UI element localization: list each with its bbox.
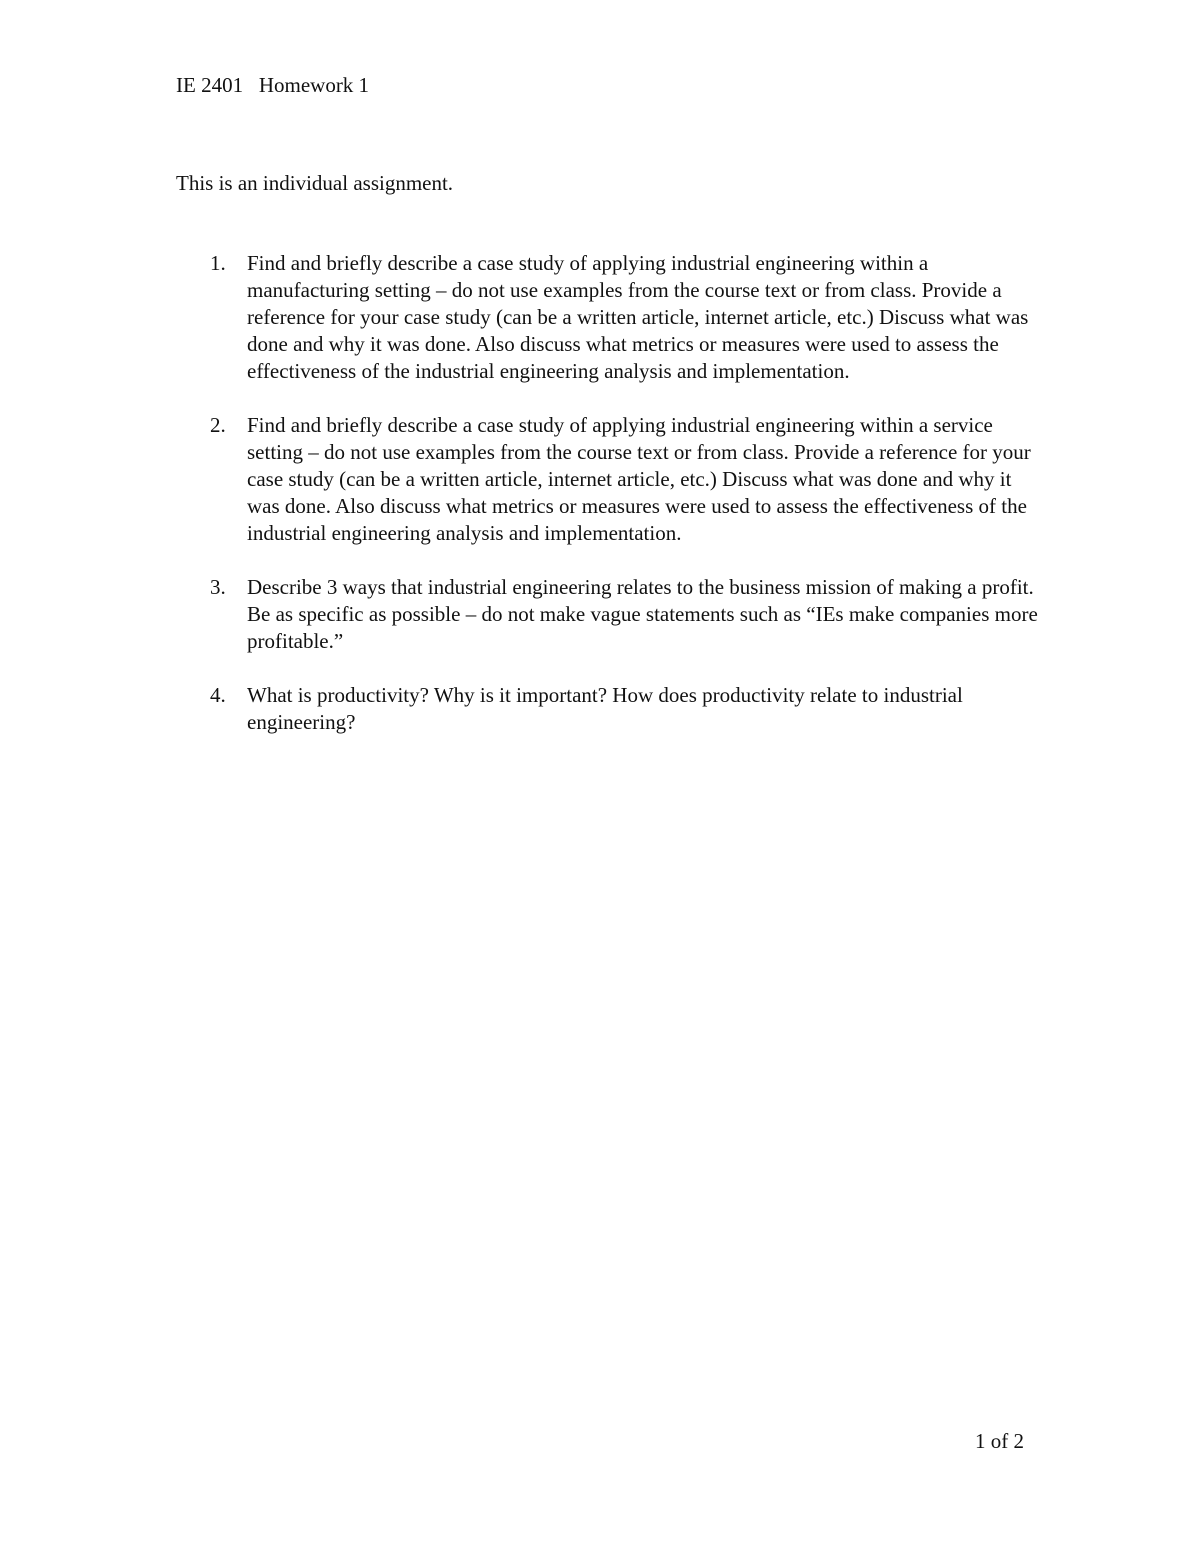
document-title: Homework 1 <box>258 73 370 97</box>
question-text: Find and briefly describe a case study of applying industrial engineering within a manufacturing setting – do not use examples from the course text or from class. Provide a reference for your case study (can be a written article, internet article, etc.) Discuss what was done and why it was done. Also discuss what metrics or measures were used to assess the effectiveness of the industrial engineering analysis and implementation. <box>247 251 1029 383</box>
question-item <box>210 250 1040 385</box>
course-code: IE 2401 <box>176 73 244 97</box>
question-text: Find and briefly describe a case study of applying industrial engineering within a service setting – do not use examples from the course text or from class. Provide a reference for your case study (can be a written article, internet article, etc.) Discuss what was done and why it was done. Also discuss what metrics or measures were used to assess the effectiveness of the industrial engineering analysis and implementation. <box>247 413 1031 545</box>
page-header <box>176 72 369 99</box>
intro-text: This is an individual assignment. <box>176 171 454 195</box>
question-list <box>210 250 1040 763</box>
question-number: 3. <box>210 575 226 599</box>
question-item <box>210 682 1040 736</box>
question-number: 1. <box>210 251 226 275</box>
page-number: 1 of 2 <box>975 1429 1024 1453</box>
question-number: 2. <box>210 413 226 437</box>
question-item <box>210 412 1040 547</box>
question-text: What is productivity? Why is it important? How does productivity relate to industrial engineering? <box>247 683 963 734</box>
question-number: 4. <box>210 683 226 707</box>
question-item <box>210 574 1040 655</box>
question-text: Describe 3 ways that industrial engineering relates to the business mission of making a profit. Be as specific as possible – do not make vague statements such as “IEs make companies more profitable.” <box>247 575 1038 653</box>
